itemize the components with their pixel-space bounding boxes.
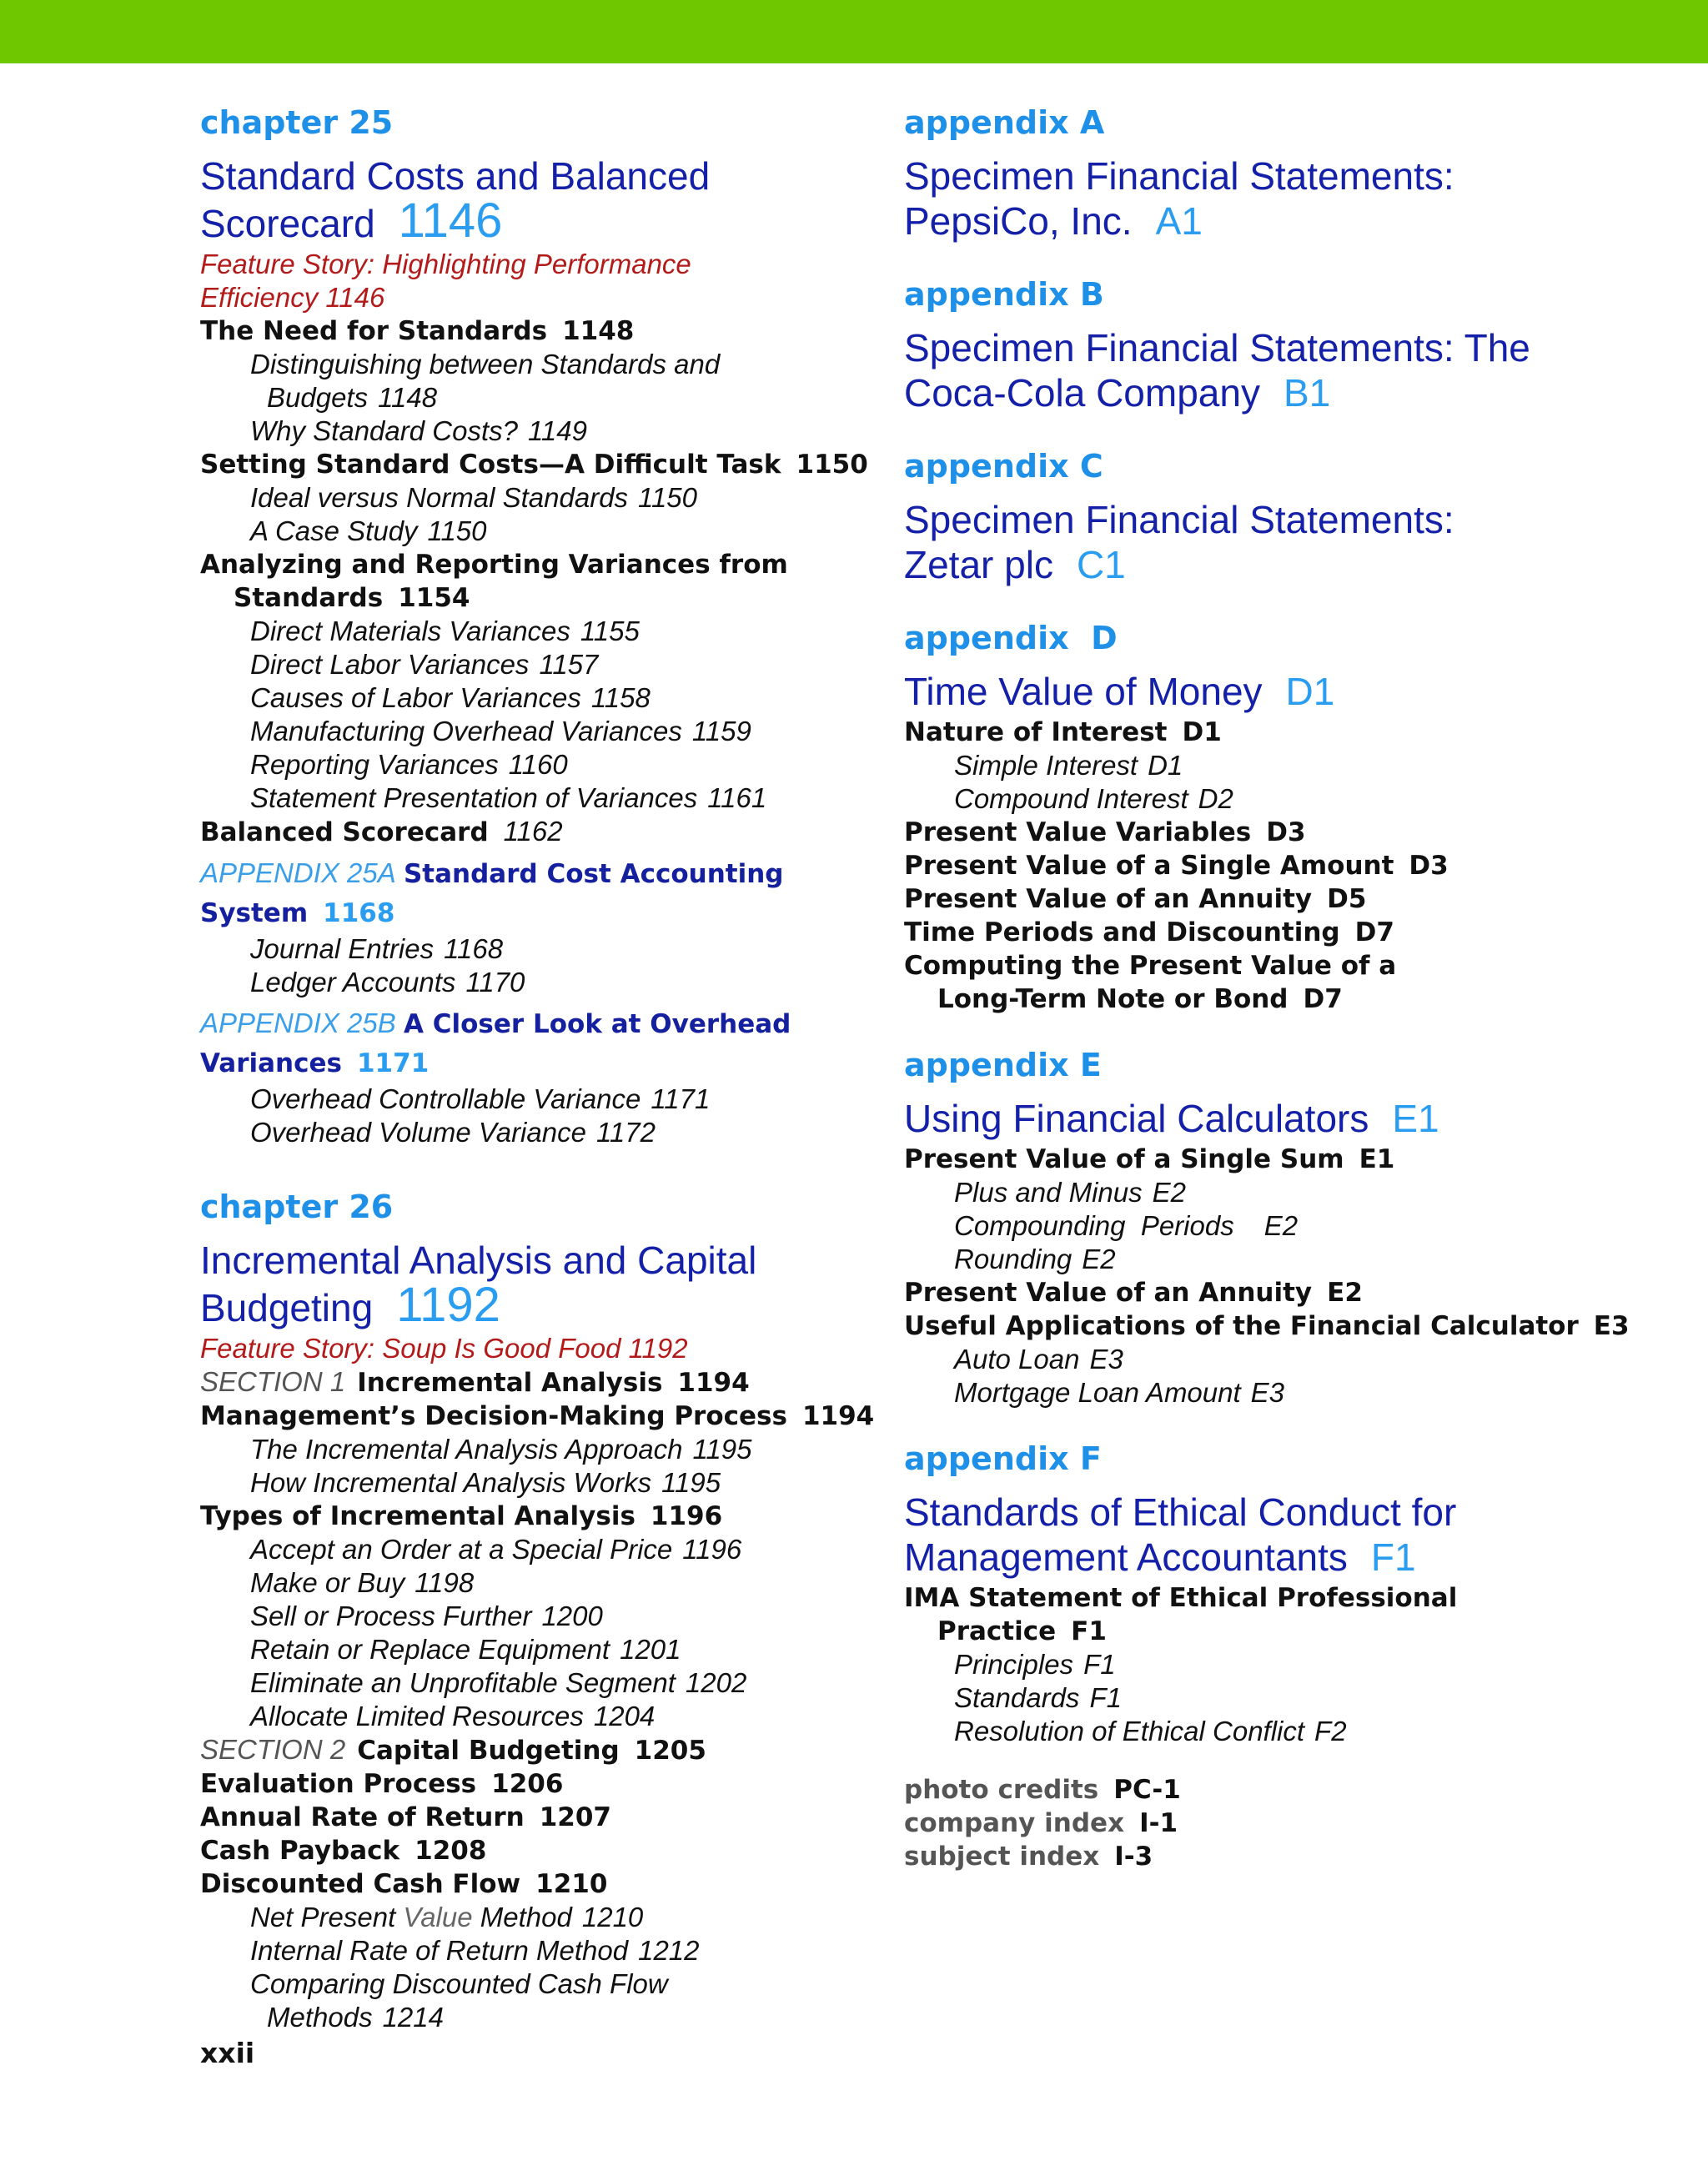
appendix-25b-entry[interactable]: APPENDIX 25B A Closer Look at Overhead Variances 1171 (200, 1008, 791, 1078)
toc-entry[interactable]: Balanced Scorecard 1162 (200, 816, 563, 847)
toc-subentry[interactable]: Rounding E2 (954, 1244, 1116, 1274)
toc-entry[interactable]: Present Value of an Annuity E2 (904, 1278, 1363, 1308)
toc-subentry[interactable]: Auto Loan E3 (954, 1344, 1123, 1374)
back-matter-photo-credits[interactable]: photo credits PC-1 (904, 1775, 1181, 1805)
toc-subentry[interactable]: Journal Entries 1168 (250, 933, 504, 964)
toc-subentry[interactable]: Distinguishing between Standards and Budgets 1148 (250, 349, 721, 413)
appendix-d-title[interactable]: Time Value of Money D1 (904, 670, 1335, 713)
toc-entry[interactable]: The Need for Standards 1148 (200, 316, 635, 346)
toc-subentry[interactable]: Why Standard Costs? 1149 (250, 415, 587, 446)
toc-subentry[interactable]: Accept an Order at a Special Price 1196 (250, 1534, 742, 1565)
appendix-e-label: appendix E (904, 1047, 1102, 1083)
appendix-f-label: appendix F (904, 1440, 1102, 1477)
appendix-b-label: appendix B (904, 276, 1104, 313)
toc-subentry[interactable]: Standards F1 (954, 1682, 1122, 1713)
toc-subentry[interactable]: Statement Presentation of Variances 1161 (250, 782, 767, 813)
right-column (904, 98, 1655, 1873)
toc-subentry[interactable]: How Incremental Analysis Works 1195 (250, 1467, 721, 1498)
toc-subentry[interactable]: Retain or Replace Equipment 1201 (250, 1634, 681, 1665)
toc-subentry[interactable]: The Incremental Analysis Approach 1195 (250, 1434, 752, 1465)
toc-subentry[interactable]: Net Present Value Method 1210 (250, 1902, 644, 1932)
appendix-b-title[interactable]: Specimen Financial Statements: The Coca-Cola Company B1 (904, 326, 1530, 415)
appendix-c-title[interactable]: Specimen Financial Statements: Zetar plc C1 (904, 498, 1454, 586)
chapter-26-title[interactable]: Incremental Analysis and Capital Budgeting 1192 (200, 1239, 757, 1332)
toc-entry[interactable]: Nature of Interest D1 (904, 717, 1222, 747)
toc-entry[interactable]: Analyzing and Reporting Variances from Standards 1154 (200, 550, 788, 613)
toc-entry[interactable]: Annual Rate of Return 1207 (200, 1802, 611, 1832)
appendix-c-label: appendix C (904, 448, 1103, 485)
toc-subentry[interactable]: Ideal versus Normal Standards 1150 (250, 482, 698, 513)
toc-entry[interactable]: Present Value of a Single Sum E1 (904, 1144, 1395, 1174)
toc-entry[interactable]: Evaluation Process 1206 (200, 1769, 564, 1799)
toc-subentry[interactable]: Allocate Limited Resources 1204 (250, 1701, 656, 1731)
toc-subentry[interactable]: Direct Materials Variances 1155 (250, 616, 640, 646)
left-column (200, 98, 884, 2034)
toc-subentry[interactable]: Compound Interest D2 (954, 783, 1233, 814)
section-1-entry[interactable]: SECTION 1 Incremental Analysis 1194 (200, 1366, 750, 1398)
toc-subentry[interactable]: Reporting Variances 1160 (250, 749, 568, 780)
toc-entry[interactable]: Management’s Decision-Making Process 1194 (200, 1401, 875, 1431)
toc-entry[interactable]: Setting Standard Costs—A Difficult Task 1150 (200, 450, 868, 480)
toc-subentry[interactable]: Make or Buy 1198 (250, 1567, 475, 1598)
appendix-a-label: appendix A (904, 104, 1105, 141)
toc-subentry[interactable]: Simple Interest D1 (954, 750, 1183, 781)
toc-subentry[interactable]: Overhead Volume Variance 1172 (250, 1117, 656, 1148)
toc-subentry[interactable]: Principles F1 (954, 1649, 1116, 1680)
toc-entry[interactable]: Present Value Variables D3 (904, 817, 1306, 847)
chapter-26-page: 1192 (396, 1278, 500, 1332)
chapter-25-label: chapter 25 (200, 104, 394, 141)
toc-subentry[interactable]: Plus and Minus E2 (954, 1177, 1186, 1208)
toc-subentry[interactable]: Resolution of Ethical Conflict F2 (954, 1716, 1347, 1746)
toc-entry[interactable]: IMA Statement of Ethical Professional Practice F1 (904, 1583, 1458, 1646)
toc-subentry[interactable]: Overhead Controllable Variance 1171 (250, 1083, 711, 1114)
toc-entry[interactable]: Computing the Present Value of a Long-Term Note or Bond D7 (904, 951, 1397, 1014)
toc-subentry[interactable]: Mortgage Loan Amount E3 (954, 1377, 1285, 1408)
appendix-f-title[interactable]: Standards of Ethical Conduct for Management Accountants F1 (904, 1490, 1457, 1579)
toc-entry[interactable]: Present Value of an Annuity D5 (904, 884, 1367, 914)
toc-entry[interactable]: Discounted Cash Flow 1210 (200, 1869, 608, 1899)
page-number: xxii (200, 2037, 255, 2069)
section-2-entry[interactable]: SECTION 2 Capital Budgeting 1205 (200, 1734, 706, 1766)
top-color-bar (0, 0, 1708, 63)
toc-entry[interactable]: Time Periods and Discounting D7 (904, 917, 1394, 947)
back-matter-company-index[interactable]: company index I-1 (904, 1808, 1178, 1838)
toc-subentry[interactable]: Internal Rate of Return Method 1212 (250, 1935, 700, 1966)
back-matter-subject-index[interactable]: subject index I-3 (904, 1842, 1153, 1872)
appendix-25a-entry[interactable]: APPENDIX 25A Standard Cost Accounting System 1168 (200, 857, 784, 928)
toc-subentry[interactable]: Causes of Labor Variances 1158 (250, 682, 651, 713)
toc-subentry[interactable]: Compounding Periods E2 (954, 1210, 1299, 1241)
appendix-e-title[interactable]: Using Financial Calculators E1 (904, 1097, 1439, 1140)
toc-subentry[interactable]: Ledger Accounts 1170 (250, 967, 525, 998)
chapter-26-feature-story[interactable]: Feature Story: Soup Is Good Food 1192 (200, 1333, 688, 1364)
chapter-25-feature-story[interactable]: Feature Story: Highlighting Performance Efficiency 1146 (200, 249, 691, 313)
chapter-26-label: chapter 26 (200, 1189, 394, 1225)
toc-subentry[interactable]: Eliminate an Unprofitable Segment 1202 (250, 1667, 747, 1698)
toc-subentry[interactable]: A Case Study 1150 (250, 515, 487, 546)
toc-entry[interactable]: Present Value of a Single Amount D3 (904, 851, 1449, 881)
appendix-d-label: appendix D (904, 620, 1118, 656)
toc-entry[interactable]: Types of Incremental Analysis 1196 (200, 1501, 723, 1531)
toc-subentry[interactable]: Direct Labor Variances 1157 (250, 649, 599, 680)
chapter-25-title[interactable]: Standard Costs and Balanced Scorecard 1146 (200, 154, 711, 248)
toc-entry[interactable]: Cash Payback 1208 (200, 1836, 487, 1866)
appendix-a-title[interactable]: Specimen Financial Statements: PepsiCo, Inc. A1 (904, 154, 1454, 243)
toc-entry[interactable]: Useful Applications of the Financial Calculator E3 (904, 1311, 1630, 1341)
toc-subentry[interactable]: Sell or Process Further 1200 (250, 1601, 603, 1631)
chapter-25-page: 1146 (398, 193, 503, 248)
toc-subentry[interactable]: Manufacturing Overhead Variances 1159 (250, 716, 751, 746)
toc-subentry[interactable]: Comparing Discounted Cash Flow Methods 1214 (250, 1968, 668, 2033)
